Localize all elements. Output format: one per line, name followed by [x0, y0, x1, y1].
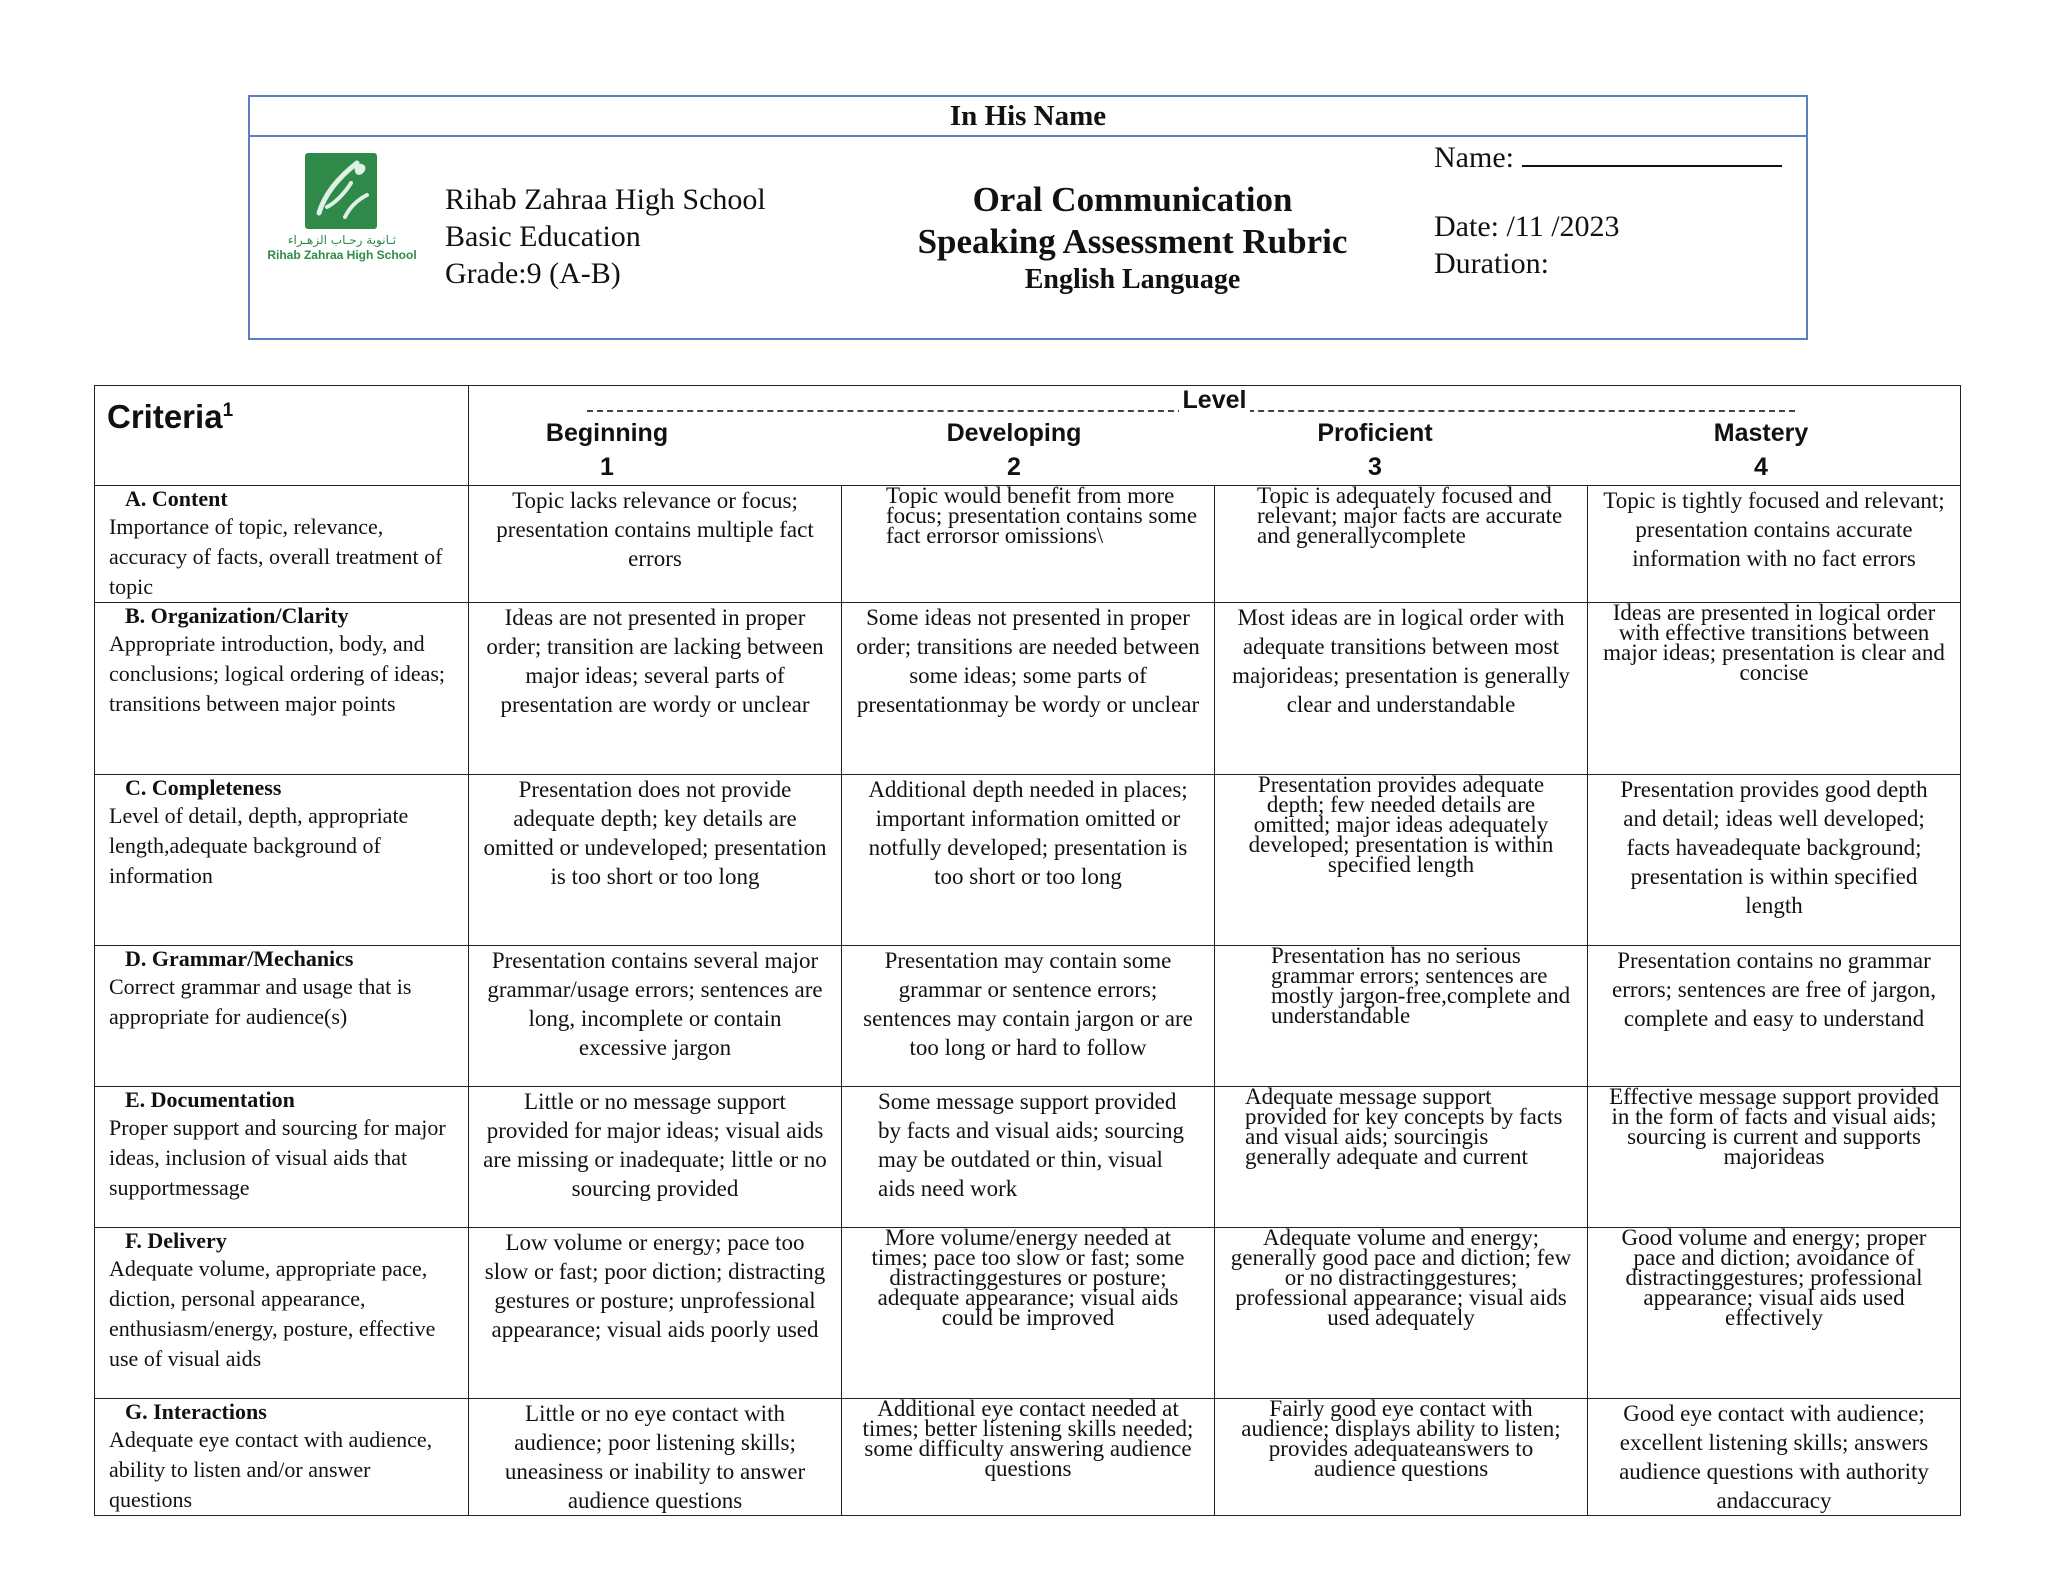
rubric-cell: Additional eye contact needed at times; better listening skills needed; some difficulty answering audience questions	[842, 1399, 1215, 1516]
rubric-cell: Fairly good eye contact with audience; displays ability to listen; provides adequateanswers to audience questions	[1215, 1399, 1588, 1516]
rubric-header-row	[95, 386, 1961, 486]
duration-field: Duration:	[1434, 247, 1549, 280]
document-title-block	[905, 179, 1360, 297]
rubric-row-delivery	[95, 1228, 1961, 1399]
logo-arabic-text: ثـانوية رحـاب الزهـرا‌ء	[287, 233, 397, 247]
rubric-row-organization	[95, 603, 1961, 775]
criterion-cell	[95, 486, 469, 603]
name-blank-line[interactable]	[1522, 137, 1782, 167]
criteria-footnote: 1	[222, 400, 234, 421]
criterion-title: A. Content	[125, 486, 228, 511]
rubric-cell: Topic would benefit from more focus; presentation contains some fact errorsor omissions\	[842, 486, 1215, 603]
level-beginning: Beginning 1	[545, 419, 669, 481]
rubric-cell: Low volume or energy; pace too slow or fast; poor diction; distracting gestures or posture; unprofessional appearance; visual aids poorly used	[469, 1228, 842, 1399]
rubric-cell: Ideas are presented in logical order with effective transitions between major ideas; presentation is clear and concise	[1588, 603, 1961, 775]
criterion-description: Correct grammar and usage that is appropriate for audience(s)	[109, 974, 412, 1029]
student-meta	[1434, 137, 1782, 282]
criterion-description: Adequate eye contact with audience, ability to listen and/or answer questions	[109, 1427, 433, 1512]
rubric-row-completeness	[95, 775, 1961, 946]
criterion-title: C. Completeness	[125, 775, 282, 800]
rubric-cell: Presentation does not provide adequate depth; key details are omitted or undeveloped; presentation is too short or too long	[469, 775, 842, 946]
rubric-cell: Ideas are not presented in proper order; transition are lacking between major ideas; several parts of presentation are wordy or unclear	[469, 603, 842, 775]
school-section: Basic Education	[445, 220, 641, 253]
rubric-row-grammar	[95, 946, 1961, 1087]
rubric-cell: Presentation contains several major grammar/usage errors; sentences are long, incomplete or contain excessive jargon	[469, 946, 842, 1087]
rubric-cell: Most ideas are in logical order with adequate transitions between most majorideas; presentation is generally clear and understandable	[1215, 603, 1588, 775]
header-box	[248, 95, 1808, 340]
date-field: Date: /11 /2023	[1434, 210, 1620, 243]
criterion-title: B. Organization/Clarity	[125, 603, 349, 628]
rubric-row-interactions	[95, 1399, 1961, 1516]
criterion-cell	[95, 1228, 469, 1399]
document-subtitle: Speaking Assessment Rubric	[917, 222, 1348, 261]
rubric-table	[94, 385, 1961, 1516]
rubric-cell: Topic lacks relevance or focus; presentation contains multiple fact errors	[469, 486, 842, 603]
rubric-cell: Presentation has no serious grammar errors; sentences are mostly jargon-free,complete and understandable	[1215, 946, 1588, 1087]
name-label: Name:	[1434, 141, 1514, 174]
criterion-title: G. Interactions	[125, 1399, 267, 1424]
document-title: Oral Communication	[972, 180, 1293, 219]
rubric-cell: Presentation may contain some grammar or sentence errors; sentences may contain jargon or are too long or hard to follow	[842, 946, 1215, 1087]
rubric-cell: Some ideas not presented in proper order; transitions are needed between some ideas; some parts of presentationmay be wordy or unclear	[842, 603, 1215, 775]
rubric-row-content	[95, 486, 1961, 603]
rubric-cell: Good eye contact with audience; excellent listening skills; answers audience questions with authority andaccuracy	[1588, 1399, 1961, 1516]
leaf-logo-icon	[305, 153, 377, 229]
rubric-cell: Presentation provides good depth and detail; ideas well developed; facts haveadequate background; presentation is within specified length	[1588, 775, 1961, 946]
criterion-cell	[95, 603, 469, 775]
level-proficient: Proficient 3	[1317, 419, 1433, 481]
header-title: In His Name	[250, 97, 1806, 137]
rubric-row-documentation	[95, 1087, 1961, 1228]
criterion-title: D. Grammar/Mechanics	[125, 946, 354, 971]
school-info	[445, 181, 766, 292]
criterion-description: Level of detail, depth, appropriate length,adequate background of information	[109, 803, 409, 888]
rubric-cell: Additional depth needed in places; important information omitted or notfully developed; presentation is too short or too long	[842, 775, 1215, 946]
rubric-cell: Topic is tightly focused and relevant; presentation contains accurate information with no fact errors	[1588, 486, 1961, 603]
school-logo	[262, 151, 422, 261]
rubric-cell: Adequate volume and energy; generally good pace and diction; few or no distractinggestures; professional appearance; visual aids used adequately	[1215, 1228, 1588, 1399]
rubric-cell: Topic is adequately focused and relevant; major facts are accurate and generallycomplete	[1215, 486, 1588, 603]
logo-latin-text: Rihab Zahraa High School	[267, 248, 417, 262]
rubric-cell: Little or no eye contact with audience; poor listening skills; uneasiness or inability to answer audience questions	[469, 1399, 842, 1516]
subject-label: English Language	[1024, 264, 1241, 295]
level-developing: Developing 2	[946, 419, 1082, 481]
criterion-cell	[95, 946, 469, 1087]
criterion-title: E. Documentation	[125, 1087, 295, 1112]
rubric-cell: More volume/energy needed at times; pace too slow or fast; some distractinggestures or posture; adequate appearance; visual aids could be improved	[842, 1228, 1215, 1399]
criterion-description: Adequate volume, appropriate pace, diction, personal appearance, enthusiasm/energy, posture, effective use of visual aids	[109, 1256, 436, 1371]
rubric-cell: Presentation provides adequate depth; few needed details are omitted; major ideas adequately developed; presentation is within specified length	[1215, 775, 1588, 946]
criterion-cell	[95, 1399, 469, 1516]
criterion-description: Importance of topic, relevance, accuracy of facts, overall treatment of topic	[109, 514, 443, 599]
rubric-cell: Little or no message support provided for major ideas; visual aids are missing or inadequate; little or no sourcing provided	[469, 1087, 842, 1228]
rubric-cell: Adequate message support provided for key concepts by facts and visual aids; sourcingis generally adequate and current	[1215, 1087, 1588, 1228]
criterion-cell	[95, 1087, 469, 1228]
level-label: Level	[469, 386, 1960, 415]
rubric-cell: Some message support provided by facts and visual aids; sourcing may be outdated or thin, visual aids need work	[842, 1087, 1215, 1228]
rubric-cell: Presentation contains no grammar errors; sentences are free of jargon, complete and easy to understand	[1588, 946, 1961, 1087]
level-header	[469, 386, 1961, 486]
school-grade: Grade:9 (A-B)	[445, 257, 621, 290]
name-field[interactable]	[1434, 137, 1782, 178]
criterion-title: F. Delivery	[125, 1228, 227, 1253]
level-mastery: Mastery 4	[1713, 419, 1809, 481]
rubric-cell: Good volume and energy; proper pace and diction; avoidance of distractinggestures; professional appearance; visual aids used effectively	[1588, 1228, 1961, 1399]
criterion-cell	[95, 775, 469, 946]
criterion-description: Appropriate introduction, body, and conclusions; logical ordering of ideas; transitions between major points	[109, 631, 446, 716]
rubric-cell: Effective message support provided in the form of facts and visual aids; sourcing is current and supports majorideas	[1588, 1087, 1961, 1228]
criterion-description: Proper support and sourcing for major ideas, inclusion of visual aids that supportmessage	[109, 1115, 446, 1200]
criteria-header: Criteria$^1$	[95, 386, 469, 486]
school-name: Rihab Zahraa High School	[445, 183, 766, 216]
